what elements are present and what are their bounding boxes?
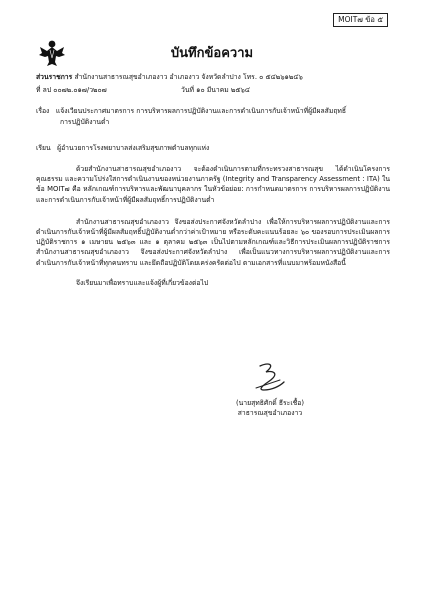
subject-text-1: แจ้งเวียนประกาศมาตรการ การบริหารผลการปฏิบัติงานและการดำเนินการกับเจ้าหน้าที่ผู้มีผลสัมฤทธิ์ xyxy=(55,107,347,115)
handwritten-signature-icon xyxy=(250,360,290,394)
subject-line-2 xyxy=(60,117,109,127)
agency-line xyxy=(36,72,303,82)
ref-label: ที่ xyxy=(36,86,41,94)
memo-body xyxy=(36,164,390,288)
body-paragraph-2: สำนักงานสาธารณสุขอำเภองาว จึงขอส่งประกาศจังหวัดลำปาง เพื่อให้การบริหารผลการปฏิบัติงานและการดำเนินการกับเจ้าหน้าที่ผู้มีผลสัมฤทธิ์ปฏิบัติงานต่ำกว่าค่าเป้าหมาย หรือระดับคะแนนร้อยละ ๖๐ ของรอบการประเมินผลการปฏิบัติราชการ ๑ เมษายน ๒๕๖๓ และ ๑ ตุลาคม ๒๕๖๓ เป็นไปตามหลักเกณฑ์และวิธีการประเมินผลการปฏิบัติราชการ สำนักงานสาธารณสุขอำเภองาว จึงขอส่งประกาศจังหวัดลำปาง เพื่อเป็นแนวทางการบริหารผลการปฏิบัติงานและการดำเนินการกับเจ้าหน้าที่ทุกคนทราบ และยึดถือปฏิบัติโดยเคร่งครัดต่อไป ตามเอกสารที่แนบมาพร้อมหนังสือนี้ xyxy=(36,217,390,267)
subject-label: เรื่อง xyxy=(36,107,50,115)
body-paragraph-3: จึงเรียนมาเพื่อทราบและแจ้งผู้ที่เกี่ยวข้องต่อไป xyxy=(76,278,209,287)
subject-line-1 xyxy=(36,106,346,116)
subject-text-2: การปฏิบัติงานต่ำ xyxy=(60,118,110,126)
memo-title: บันทึกข้อความ xyxy=(170,46,254,61)
date-label: วันที่ xyxy=(181,86,194,94)
recipient-label: เรียน xyxy=(36,144,51,152)
signer-position: สาธารณสุขอำเภองาว xyxy=(237,409,303,417)
signer-name: (นายสุทธิศักดิ์ ธีระเชื้อ) xyxy=(236,399,304,407)
agency-label: ส่วนราชการ xyxy=(36,73,73,81)
doc-tag: MOIT๗ ข้อ ๕ xyxy=(333,13,388,27)
date-value: ๑๐ มีนาคม ๒๕๖๔ xyxy=(196,86,250,94)
agency-value: สำนักงานสาธารณสุขอำเภองาว อำเภองาว จังหวัดลำปาง โทร. ๐ ๕๔๒๖๑๒๔๖ xyxy=(74,73,303,81)
signature-block xyxy=(210,360,330,418)
ref-date-line xyxy=(36,85,390,95)
date-group xyxy=(181,85,250,95)
recipient-value: ผู้อำนวยการโรงพยาบาลส่งเสริมสุขภาพตำบลทุกแห่ง xyxy=(57,144,210,152)
body-paragraph-1: ด้วยสำนักงานสาธารณสุขอำเภองาว จะต้องดำเนินการตามที่กระทรวงสาธารณสุข ได้ดำเนินโครงการคุณธรรม และความโปร่งใสการดำเนินงานของหน่วยงานภาครัฐ (Integrity and Transparency Assessment : ITA) ในข้อ MOIT๗ คือ หลักเกณฑ์การบริหารและพัฒนาบุคลากร ในหัวข้อย่อย: การกำหนดมาตรการ การบริหารผลการปฏิบัติงานและการดำเนินการกับเจ้าหน้าที่ผู้มีผลสัมฤทธิ์การปฏิบัติงานต่ำ xyxy=(36,165,390,204)
recipient-line xyxy=(36,143,209,153)
ref-value: ลป ๐๐๗๒.๐๑๗/ว๒๐๗ xyxy=(42,86,107,94)
